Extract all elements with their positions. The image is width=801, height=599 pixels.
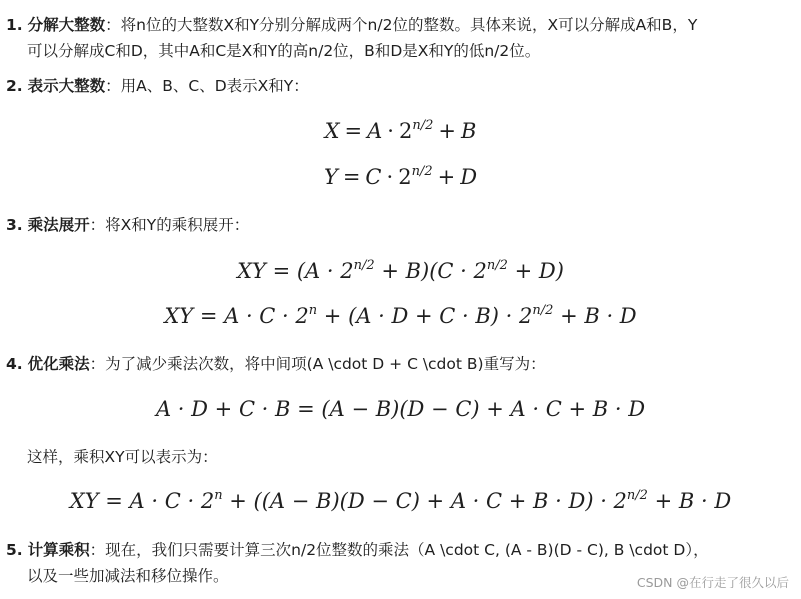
step-number: 4.: [6, 355, 23, 373]
step-number: 2.: [6, 77, 23, 95]
step-text: ：将n位的大整数X和Y分别分解成两个n/2位的整数。具体来说，X可以分解成A和B，Y: [105, 16, 698, 34]
step-number: 1.: [6, 16, 23, 34]
equation-xy-karatsuba: XY = $A \cdot C \cdot 2^n + ((A - B)(D - C) + A \cdot C + B \cdot D) \cdot 2^{n/2} + B \cdot D$: [69, 488, 732, 513]
equation-xy-full: XY = $A \cdot C \cdot 2^n + (A \cdot D + C \cdot B) \cdot 2^{n/2} + B \cdot D$: [164, 303, 637, 328]
step-text-continued: 可以分解成C和D，其中A和C是X和Y的高n/2位，B和D是X和Y的低n/2位。: [27, 42, 541, 60]
step-2: [6, 73, 796, 99]
step-heading: 计算乘积: [27, 541, 90, 559]
step-number: 5.: [6, 541, 23, 559]
step-text: ：用A、B、C、D表示X和Y：: [105, 77, 309, 95]
step-heading: 分解大整数: [27, 16, 106, 34]
equation-middle-term: A · D + C · B = (A − B)(D − C) + A · C + B · D: [155, 397, 646, 421]
step-text: ：将X和Y的乘积展开：: [89, 216, 250, 234]
equation-y: $Y = C \cdot 2^{n/2} + D$: [323, 164, 478, 189]
step-text: ：现在，我们只需要计算三次n/2位整数的乘法（A \cdot C, (A - B)(D - C), B \cdot D），: [89, 541, 709, 559]
step-number: 3.: [6, 216, 23, 234]
step-heading: 优化乘法: [27, 355, 90, 373]
middle-text: 这样，乘积XY可以表示为：: [27, 448, 218, 466]
watermark: CSDN @在行走了很久以后: [636, 575, 789, 590]
step-4: [6, 351, 796, 377]
step-3: [6, 212, 796, 238]
step-1: [6, 12, 796, 64]
step-heading: 乘法展开: [27, 216, 90, 234]
step-heading: 表示大整数: [27, 77, 106, 95]
equation-xy-expanded: XY = $(A \cdot 2^{n/2} + B)(C \cdot 2^{n/2} + D)$: [237, 258, 564, 283]
step-text-continued: 以及一些加减法和移位操作。: [27, 567, 229, 585]
step-text: ：为了减少乘法次数，将中间项(A \cdot D + C \cdot B)重写为：: [89, 355, 546, 373]
equation-x: $X = A \cdot 2^{n/2} + B$: [324, 118, 477, 143]
